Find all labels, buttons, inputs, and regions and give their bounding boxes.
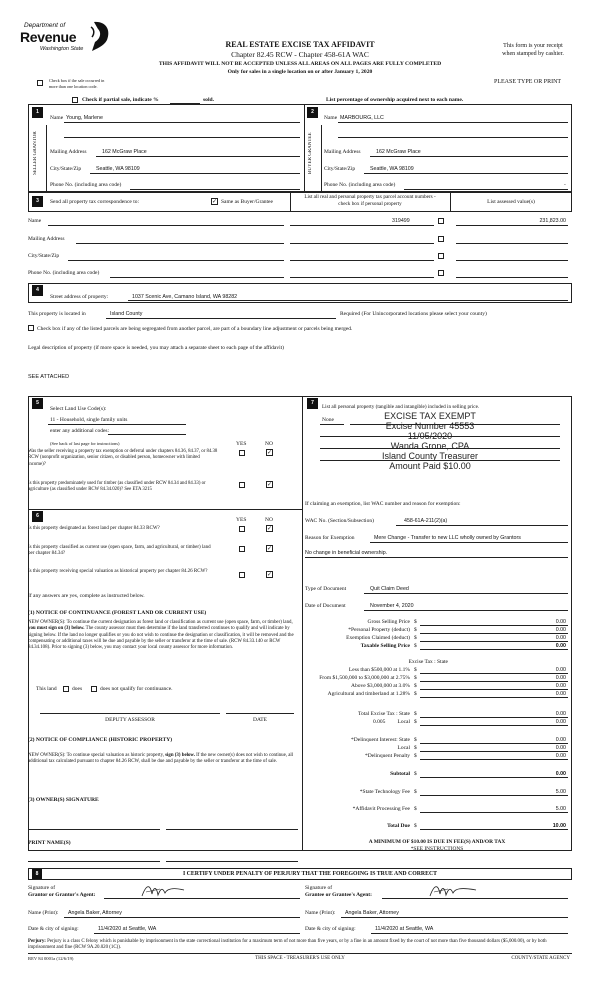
taxable-price-label: Taxable Selling Price: [360, 643, 410, 649]
local-label: Local: [397, 719, 410, 725]
buyer-phone-suffix: -: [564, 182, 566, 188]
section-8-number: 8: [32, 869, 42, 879]
treasurer-space-label: THIS SPACE - TREASURER'S USE ONLY: [255, 956, 345, 961]
exemption-deduct-value: 0.00: [555, 635, 566, 641]
minimum-due-note: A MINIMUM OF $10.00 IS DUE IN FEE(S) AND/OR TAX: [368, 839, 506, 845]
street-label: Street address of property:: [50, 294, 109, 300]
perjury-notice: Perjury: Perjury is a class C felony which is punishable by imprisonment in the state correctional institution for a maximum term of not more than five years, or by a fine in an amount fixed by the court of not more than five thousand dollars ($5,000.00), or by both imprisonment and fine (RCW 9A.20.020 (1C)).: [28, 939, 547, 951]
seller-side-label: SELLER GRANTOR: [33, 131, 38, 175]
taxable-price-value: 0.00: [555, 643, 566, 649]
excise-state-label: Excise Tax : State: [408, 659, 448, 665]
stamp-line-2: Excise Number 45553: [385, 421, 475, 431]
seller-name: Young, Marlene: [66, 115, 103, 121]
multi-location-note-2: more than one location code.: [49, 84, 98, 89]
stamp-line-4: Wanda Grone, CPA: [390, 441, 470, 451]
buyer-mailing: 162 McGraw Place: [376, 149, 421, 155]
delinquent-interest-value: 0.00: [555, 737, 566, 743]
dollar-sign: $: [414, 823, 417, 829]
notice-continuance-title: (1) NOTICE OF CONTINUANCE (FOREST LAND OR CURRENT USE): [28, 610, 207, 616]
personal-deduct-label: *Personal Property (deduct): [348, 627, 410, 633]
see-instructions: *SEE INSTRUCTIONS: [410, 846, 464, 852]
exemption-deduct-label: Exemption Claimed (deduct): [346, 635, 410, 641]
exemption-reason-2: No change in beneficial ownership.: [305, 550, 388, 556]
multi-location-note-1: Check box if the sale occurred in: [49, 78, 105, 83]
seller-city-label: City/State/Zip: [50, 166, 82, 172]
buyer-side-label: BUYER GRANTEE: [308, 132, 313, 174]
notice-compliance-title: (2) NOTICE OF COMPLIANCE (HISTORIC PROPERTY): [28, 737, 173, 743]
doc-date: November 4, 2020: [370, 603, 414, 609]
s5-q1-no-checkbox[interactable]: ✓: [267, 449, 273, 456]
seller-phone-label: Phone No. (including area code): [50, 182, 122, 188]
s6-q3-no-checkbox[interactable]: ✓: [267, 571, 273, 578]
parcel-4-personal-checkbox[interactable]: [438, 270, 444, 276]
dollar-sign: $: [414, 771, 417, 777]
does-label: does: [72, 686, 83, 692]
delinquent-local-value: 0.00: [555, 745, 566, 751]
section-3-number: 3: [32, 196, 43, 207]
land-use-label: Select Land Use Code(s):: [50, 406, 107, 412]
grantor-sig-label-1: Signature of: [28, 885, 56, 891]
tier-1-label: Less than $500,000 at 1.1%: [348, 667, 410, 673]
total-due-label: Total Due: [387, 823, 410, 829]
does-not-checkbox[interactable]: [91, 686, 97, 692]
delinquent-penalty-label: *Delinquent Penalty: [364, 753, 410, 759]
legal-description: SEE ATTACHED: [28, 374, 70, 380]
same-as-buyer-label: Same as Buyer/Grantee: [221, 199, 273, 205]
seller-mailing-label: Mailing Address: [50, 149, 87, 155]
receipt-note-2: when stamped by cashier.: [502, 51, 564, 57]
dollar-sign: $: [414, 643, 417, 649]
grantor-date-city: 11/4/2020 at Seattle, WA: [98, 926, 157, 932]
s3-phone-label: Phone No. (including area code): [28, 270, 100, 276]
seller-name-label: Name: [50, 115, 64, 121]
s5-q1-yes-checkbox[interactable]: [239, 450, 245, 456]
grantor-agent-label: Grantor or Grantor's Agent:: [28, 892, 96, 898]
doc-type-label: Type of Document: [305, 586, 347, 592]
send-correspondence-label: Send all property tax correspondence to:: [50, 199, 140, 205]
see-back-note: (See back of last page for instructions): [50, 441, 120, 446]
wac-label: WAC No. (Section/Subsection): [305, 518, 374, 524]
logo-state: Washington State: [40, 46, 84, 52]
local-value: 0.00: [555, 719, 566, 725]
county-copy-label: COUNTY/STATE AGENCY: [511, 956, 570, 961]
grantor-name-label: Name (Print):: [28, 910, 59, 916]
owner-signature-field-2[interactable]: [166, 829, 298, 830]
sales-note: Only for sales in a single location on or after January 1, 2020: [227, 69, 373, 75]
dollar-sign: $: [414, 753, 417, 759]
buyer-phone-label: Phone No. (including area code): [324, 182, 396, 188]
parcel-list-header-2: check box if personal property: [338, 201, 402, 207]
s5-no-header: NO: [265, 441, 273, 447]
tier-2-label: From $1,500,000 to $3,000,000 at 2.75%: [319, 675, 410, 681]
s3-city-label: City/State/Zip: [28, 253, 60, 259]
dollar-sign: $: [414, 789, 417, 795]
s3-mailing-label: Mailing Address: [28, 236, 65, 242]
tier-4-label: Agricultural and timberland at 1.28%: [327, 691, 410, 697]
grantee-name-label: Name (Print):: [305, 910, 336, 916]
section-4-number: 4: [32, 285, 43, 296]
dollar-sign: $: [414, 711, 417, 717]
s6-yes-header: YES: [236, 517, 247, 523]
parcel-list-header-1: List all real and personal property tax parcel account numbers -: [304, 194, 436, 200]
affidavit-fee-label: *Affidavit Processing Fee: [352, 806, 410, 812]
section-7-number: 7: [307, 398, 318, 409]
dollar-sign: $: [414, 627, 417, 633]
s5-yes-header: YES: [236, 441, 247, 447]
section-6-number: 6: [32, 511, 43, 522]
deputy-assessor-label: DEPUTY ASSESSOR: [105, 717, 155, 723]
buyer-name-label: Name: [324, 115, 338, 121]
grantor-signature: [140, 881, 186, 899]
partial-sale-label: Check if partial sale, indicate %: [82, 97, 159, 103]
s6-no-header: NO: [265, 517, 273, 523]
logo-dept: Department of: [24, 22, 66, 29]
subtotal-value: 0.00: [555, 771, 566, 777]
doc-type: Quit Claim Deed: [370, 586, 409, 592]
grantee-print-name: Angela Baker, Attorney: [345, 910, 399, 916]
form-warning: THIS AFFIDAVIT WILL NOT BE ACCEPTED UNLESS ALL AREAS ON ALL PAGES ARE FULLY COMPLETED: [158, 61, 442, 67]
if-yes-note: If any answers are yes, complete as instructed below.: [28, 593, 145, 599]
tier-2-value: 0.00: [555, 675, 566, 681]
same-as-buyer-checkbox[interactable]: ✓: [212, 198, 218, 205]
grantor-date-label: Date & city of signing:: [28, 926, 79, 932]
dollar-sign: $: [414, 675, 417, 681]
s6-q2-no-checkbox[interactable]: ✓: [267, 545, 273, 552]
dollar-sign: $: [414, 737, 417, 743]
s6-question-3: Is this property receiving special valuation as historical property per chapter 84.26 RCW?: [28, 569, 208, 574]
required-note: Required (For Unincorporated locations please select your county): [340, 311, 487, 317]
personal-property-none: None: [322, 417, 334, 423]
street-address: 1037 Scenic Ave, Camano Island, WA 98282: [132, 294, 238, 300]
seller-city: Seattle, WA 98109: [96, 166, 140, 172]
affidavit-fee-value: 5.00: [555, 806, 566, 812]
parties-box: [28, 104, 572, 192]
personal-deduct-value: 0.00: [555, 627, 566, 633]
certify-statement: I CERTIFY UNDER PENALTY OF PERJURY THAT THE FOREGOING IS TRUE AND CORRECT: [182, 871, 438, 877]
form-number: REV 84 0001a (12/6/19): [28, 956, 74, 961]
segregated-label: Check box if any of the listed parcels are being segregated from another parcel, are part of a boundary line adjustment or parcels being merged.: [37, 326, 353, 332]
notice-continuance-text: NEW OWNER(S): To continue the current designation as forest land or classification as current use (open space, farm, or timber) land, you must sign on (3) below. The county assessor must then determine if the land transferred continues to qualify and will indicate by signing below. If the land no longer qualifies or you do not wish to continue the designation or classification, it will be removed and the compensating or additional taxes will be due and payable by the seller or transferor at the time of sale. (RCW 84.33.140 or RCW 84.34.108). Prior to signing (3) below, you may contact your local county assessor for more information.: [28, 620, 294, 651]
grantee-agent-label: Grantee or Grantee's Agent:: [305, 892, 372, 898]
exemption-reason: Mere Change - Transfer to new LLC wholly owned by Grantors: [374, 535, 521, 541]
seller-mailing: 162 McGraw Place: [102, 149, 147, 155]
buyer-city: Seattle, WA 98109: [370, 166, 414, 172]
section-5-number: 5: [32, 398, 43, 409]
form-title: REAL ESTATE EXCISE TAX AFFIDAVIT: [225, 40, 375, 49]
total-excise-value: 0.00: [555, 711, 566, 717]
section-2-number: 2: [307, 107, 318, 118]
located-label: This property is located in: [28, 311, 86, 317]
wac-number: 458-61A-211(2)(a): [404, 518, 448, 524]
dollar-sign: $: [414, 806, 417, 812]
subtotal-label: Subtotal: [390, 771, 410, 777]
doc-date-label: Date of Document: [305, 603, 346, 609]
buyer-mailing-label: Mailing Address: [324, 149, 361, 155]
grantee-date-label: Date & city of signing:: [305, 926, 356, 932]
parcel-2-personal-checkbox[interactable]: [438, 236, 444, 242]
owner-signature-label: (3) OWNER(S) SIGNATURE: [28, 797, 99, 803]
located-county: Island County: [110, 311, 143, 317]
wa-leaf-icon: [88, 19, 112, 53]
print-names-label: PRINT NAME(S): [28, 840, 71, 846]
tier-4-value: 0.00: [555, 691, 566, 697]
this-land-label: This land: [36, 686, 57, 692]
dollar-sign: $: [414, 619, 417, 625]
delinquent-penalty-value: 0.00: [555, 753, 566, 759]
dollar-sign: $: [414, 745, 417, 751]
segregated-checkbox[interactable]: [28, 325, 34, 331]
assessed-header: List assessed value(s): [487, 199, 535, 205]
additional-codes-label: enter any additional codes:: [50, 428, 110, 434]
s6-question-1: Is this property designated as forest land per chapter 84.33 RCW?: [28, 526, 160, 531]
s5-question-2: Is this property predominately used for timber (as classified under RCW 84.34 and 84.33) or agriculture (as classified under RCW 84.34.020)? See ETA 3215: [28, 481, 206, 493]
sold-label: sold.: [203, 97, 215, 103]
s3-name-label: Name: [28, 218, 42, 224]
tech-fee-value: 5.00: [555, 789, 566, 795]
stamp-line-6: Amount Paid $10.00: [389, 461, 471, 471]
please-type: PLEASE TYPE OR PRINT: [494, 79, 562, 85]
multi-location-checkbox[interactable]: [37, 80, 43, 86]
s6-q1-yes-checkbox[interactable]: [239, 526, 245, 532]
s6-q2-yes-checkbox[interactable]: [239, 546, 245, 552]
total-due-value: 10.00: [552, 823, 566, 829]
s6-q1-no-checkbox[interactable]: ✓: [267, 525, 273, 532]
does-checkbox[interactable]: [63, 686, 69, 692]
owner-signature-field-1[interactable]: [28, 829, 160, 830]
logo-revenue: Revenue: [20, 29, 77, 45]
partial-sale-checkbox[interactable]: [72, 97, 78, 103]
reason-label: Reason for Exemption: [305, 535, 355, 541]
s5-question-1: Was the seller receiving a property tax exemption or deferral under chapters 84.36, 84.37, or 84.38 RCW (nonprofit organization, senior citizen, or disabled person, homeowner with limited income)?: [28, 449, 218, 467]
grantee-date-city: 11/4/2020 at Seattle, WA: [375, 926, 434, 932]
grantor-print-name: Angela Baker, Attorney: [68, 910, 122, 916]
receipt-note-1: This form is your receipt: [503, 43, 563, 49]
print-name-field-1[interactable]: [28, 861, 160, 862]
grantee-signature: [428, 881, 478, 899]
s5-q2-yes-checkbox[interactable]: [239, 482, 245, 488]
tier-3-value: 0.00: [555, 683, 566, 689]
dollar-sign: $: [414, 691, 417, 697]
notice-compliance-text: NEW OWNER(S): To continue special valuation as historic property, sign (3) below. If the new owner(s) does not wish to continue, all additional tax calculated pursuant to chapter 84.26 RCW, shall be due and payable by the seller or transferor at the time of sale.: [28, 753, 294, 765]
grantee-sig-label-1: Signature of: [305, 885, 333, 891]
date-label: DATE: [252, 717, 268, 723]
ownership-list-label: List percentage of ownership acquired next to each name.: [326, 97, 464, 103]
does-not-label: does not qualify for continuance.: [100, 686, 173, 692]
s6-q3-yes-checkbox[interactable]: [239, 572, 245, 578]
parcel-number: 319499: [392, 218, 410, 224]
land-use-code: 11 - Household, single family units: [50, 417, 128, 423]
buyer-name: MARBOURG, LLC: [340, 115, 384, 121]
stamp-line-3: 11/05/2020: [407, 431, 453, 441]
exemption-note: If claiming an exemption, list WAC number and reason for exemption:: [305, 501, 461, 507]
parcel-1-personal-checkbox[interactable]: [438, 218, 444, 224]
tier-3-label: Above $3,000,000 at 3.0%: [351, 683, 410, 689]
delinquent-local-label: Local: [397, 745, 410, 751]
parcel-3-personal-checkbox[interactable]: [438, 253, 444, 259]
stamp-line-5: Island County Treasurer: [381, 451, 479, 461]
stamp-line-1: EXCISE TAX EXEMPT: [384, 411, 476, 421]
local-rate: 0.005: [373, 719, 386, 725]
tech-fee-label: *State Technology Fee: [359, 789, 410, 795]
form-subtitle: Chapter 82.45 RCW - Chapter 458-61A WAC: [231, 50, 369, 59]
personal-property-label: List all personal property (tangible and intangible) included in selling price.: [322, 404, 480, 410]
section-1-number: 1: [32, 107, 43, 118]
buyer-city-label: City/State/Zip: [324, 166, 356, 172]
gross-value: 0.00: [555, 619, 566, 625]
delinquent-interest-label: *Delinquent Interest: State: [351, 737, 410, 743]
print-name-field-2[interactable]: [166, 861, 298, 862]
s6-question-2: Is this property classified as current use (open space, farm, and agricultural, or timber) land per chapter 84.34?: [28, 545, 211, 557]
dollar-sign: $: [414, 667, 417, 673]
dollar-sign: $: [414, 683, 417, 689]
legal-label: Legal description of property (if more space is needed, you may attach a separate sheet to each page of the affidavit): [28, 345, 284, 351]
s5-q2-no-checkbox[interactable]: ✓: [267, 481, 273, 488]
tier-1-value: 0.00: [555, 667, 566, 673]
total-excise-label: Total Excise Tax : State: [358, 711, 410, 717]
assessed-value: 231,823.00: [539, 218, 566, 224]
dollar-sign: $: [414, 635, 417, 641]
gross-label: Gross Selling Price: [367, 619, 410, 625]
dollar-sign: $: [414, 719, 417, 725]
